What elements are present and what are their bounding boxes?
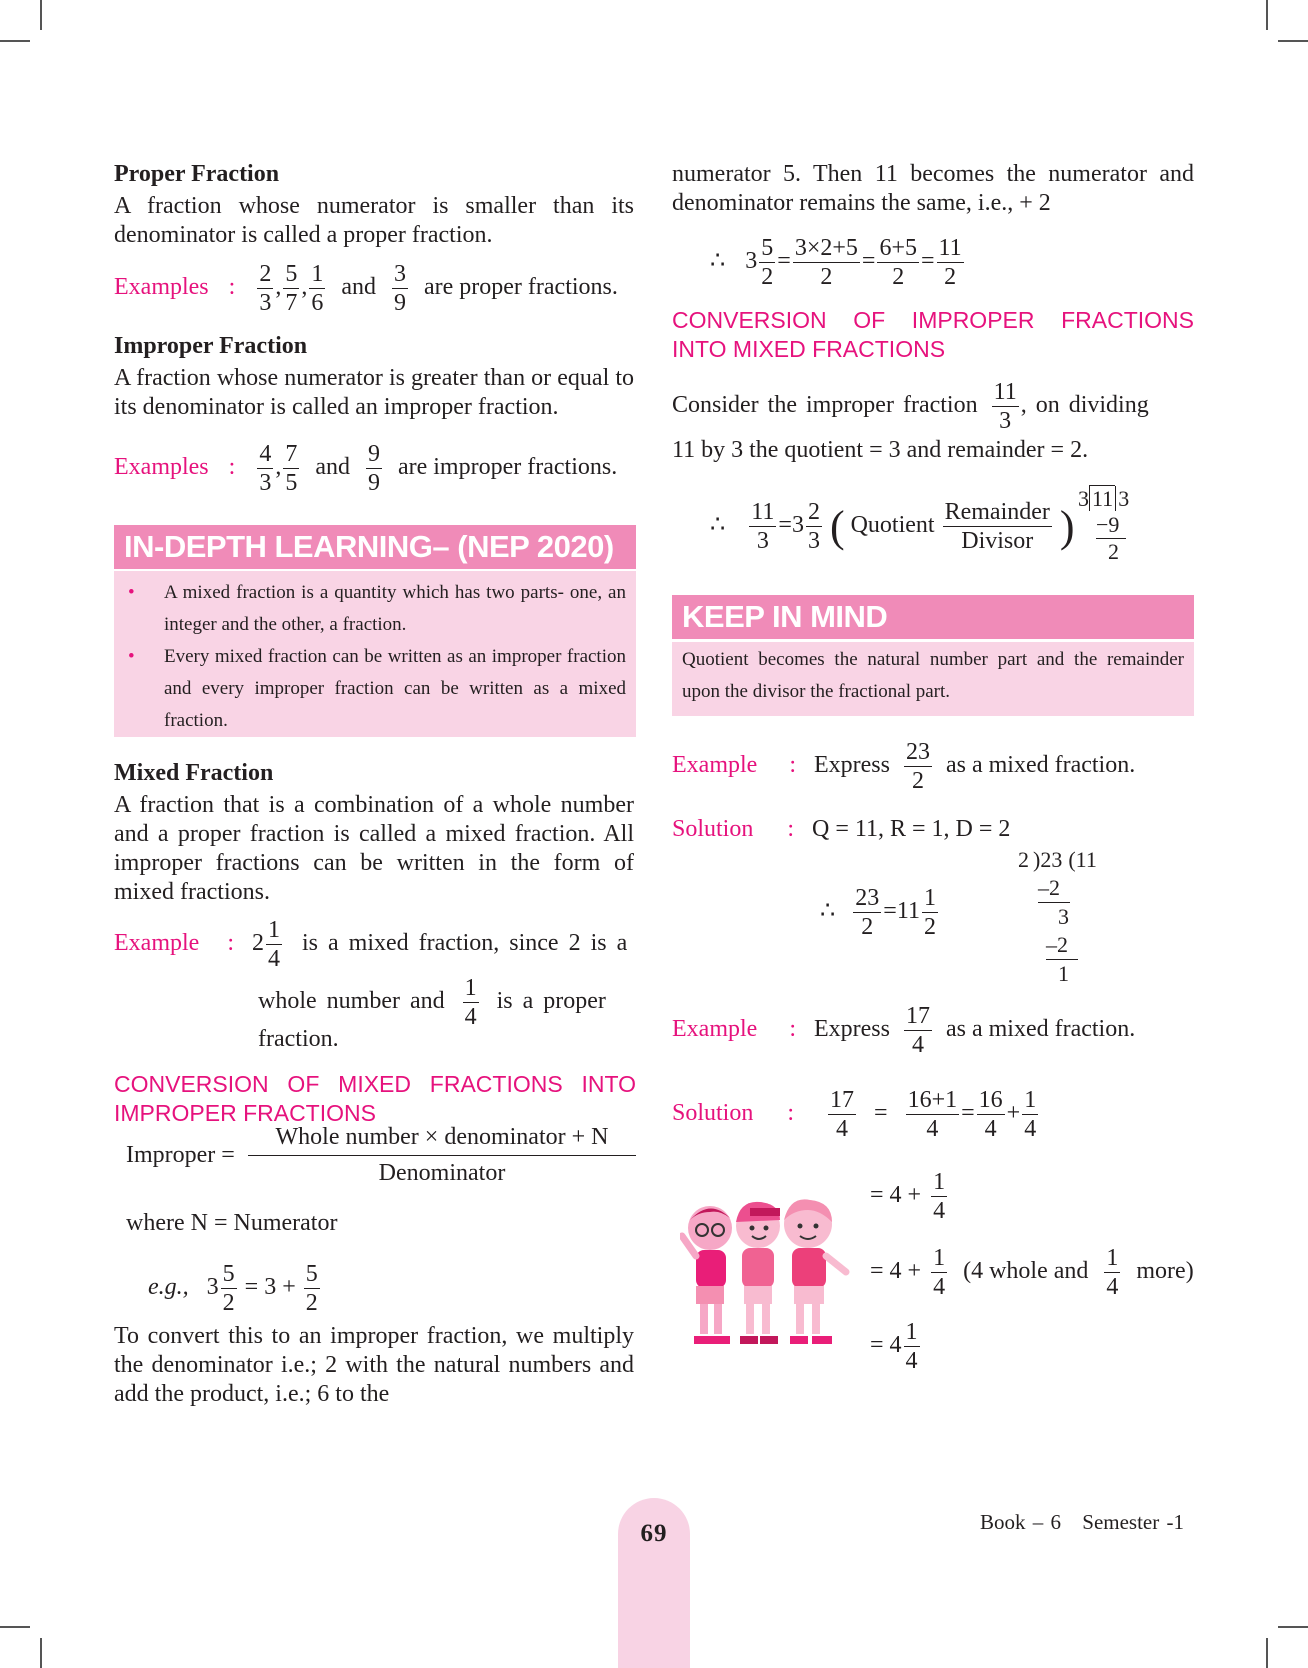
left-column [114, 160, 634, 250]
nep-banner: IN-DEPTH LEARNING– (NEP 2020) [114, 525, 636, 569]
improper-heading: Improper Fraction [114, 333, 308, 359]
proper-text: A fraction whose numerator is smaller than its denominator is called a proper fraction. [114, 193, 634, 248]
proper-heading: Proper Fraction [114, 161, 280, 187]
keep-box: Quotient becomes the natural number part and the remainder upon the divisor the fractional part. [672, 642, 1194, 716]
example1: Example : Express $\frac{23}{2}$ as a mixed fraction. [672, 739, 1136, 794]
eg-example: e.g., 3 $\frac{5}{2}$ = 3 + $\frac{5}{2}$ [148, 1261, 318, 1316]
mixed-example-line3: fraction. [258, 1026, 339, 1052]
consider-line: Consider the improper fraction $\frac{11}{3}$ , on dividing [672, 379, 1149, 434]
crop-mark [40, 1638, 42, 1668]
calc2: ∴ $\frac{11}{3}$ =3 $\frac{2}{3}$ ( Quotient $\frac{\text{Remainder}}{\text{Divisor}}$ ) [710, 499, 1075, 554]
mixed-example-line2: whole number and $\frac{1}{4}$ is a proper [258, 975, 606, 1030]
step1: = 4 + $\frac{1}{4}$ [870, 1169, 946, 1224]
kid-middle [736, 1202, 780, 1344]
division-23-by-2: 2 )23 (11 –2 3 –2 1 [1018, 847, 1097, 986]
convert-text: To convert this to an improper fraction, we multiply the denominator i.e.; 2 with the natural numbers and add the product, i.e.; 6 to the [114, 1323, 634, 1407]
kids-illustration [680, 1196, 860, 1356]
consider-line2: 11 by 3 the quotient = 3 and remainder = 2. [672, 437, 1089, 463]
solution1: Solution : Q = 11, R = 1, D = 2 [672, 816, 1011, 842]
calc1: ∴ 3 $\frac{5}{2}$ = $\frac{3\times 2+5}{2}$ = $\frac{6+5}{2}$ = $\frac{11}{2}$ [710, 235, 962, 290]
keep-banner: KEEP IN MIND [672, 595, 1194, 639]
improper-ex-tail: are improper fractions. [397, 454, 618, 481]
formula: Improper = [126, 1142, 235, 1168]
division-11-by-3: 3 11 3 −9 2 [1078, 486, 1130, 564]
book-info: Book – 6 Semester -1 [980, 1510, 1184, 1534]
crop-mark [1278, 1626, 1308, 1628]
cont-text: numerator 5. Then 11 becomes the numerator and denominator remains the same, i.e., + 2 [672, 161, 1194, 216]
crop-mark [1278, 40, 1308, 42]
examples-label: Examples [114, 274, 209, 301]
mixed-heading: Mixed Fraction [114, 760, 274, 786]
improper-section [114, 332, 634, 422]
crop-mark [40, 0, 42, 30]
nep-point: • Every mixed fraction can be written as an improper fraction and every improper fraction can be written as a mixed fraction. [128, 646, 626, 731]
step3: = 4 $\frac{1}{4}$ [870, 1319, 918, 1374]
crop-mark [0, 1626, 30, 1628]
nep-point: • A mixed fraction is a quantity which has two parts- one, an integer and the other, a fraction. [128, 582, 626, 635]
page-number: 69 [640, 1520, 668, 1547]
formula-fraction: Whole number × denominator + N Denominator [248, 1124, 636, 1187]
kid-right [784, 1199, 846, 1344]
proper-ex-tail: are proper fractions. [423, 274, 618, 301]
improper-examples: Examples : $\frac{4}{3}$ , $\frac{7}{5}$ and $\frac{9}{9}$ are improper fractions. [114, 441, 618, 496]
proper-examples: Examples : $\frac{2}{3}$ , $\frac{5}{7}$ , $\frac{1}{6}$ and $\frac{3}{9}$ are proper fractions. [114, 261, 618, 316]
kid-left [682, 1206, 732, 1344]
mixed-section [114, 759, 634, 907]
crop-mark [1266, 0, 1268, 30]
crop-mark [1266, 1638, 1268, 1668]
example2: Example : Express $\frac{17}{4}$ as a mixed fraction. [672, 1003, 1136, 1058]
nep-box [114, 571, 636, 737]
conv2-heading: CONVERSION OF IMPROPER FRACTIONS INTO MIXED FRACTIONS [672, 307, 1194, 362]
mixed-example: Example : 2 $\frac{1}{4}$ is a mixed fraction, since 2 is a [114, 917, 628, 972]
solution2: Solution : $\frac{17}{4}$ = $\frac{16+1}{4}$ = $\frac{16}{4}$ + $\frac{1}{4}$ [672, 1087, 1037, 1142]
conv1-heading: CONVERSION OF MIXED FRACTIONS INTO IMPROPER FRACTIONS [114, 1071, 636, 1126]
where-text: where N = Numerator [126, 1210, 338, 1236]
improper-text: A fraction whose numerator is greater than or equal to its denominator is called an improper fraction. [114, 365, 634, 420]
step2: = 4 + $\frac{1}{4}$ (4 whole and $\frac{1}{4}$ more) [870, 1245, 1194, 1300]
mixed-text: A fraction that is a combination of a whole number and a proper fraction is called a mixed fraction. All improper fractions can be written in the form of mixed fractions. [114, 792, 634, 905]
solution1-calc: ∴ $\frac{23}{2}$ =11 $\frac{1}{2}$ [820, 885, 936, 940]
crop-mark [0, 40, 30, 42]
